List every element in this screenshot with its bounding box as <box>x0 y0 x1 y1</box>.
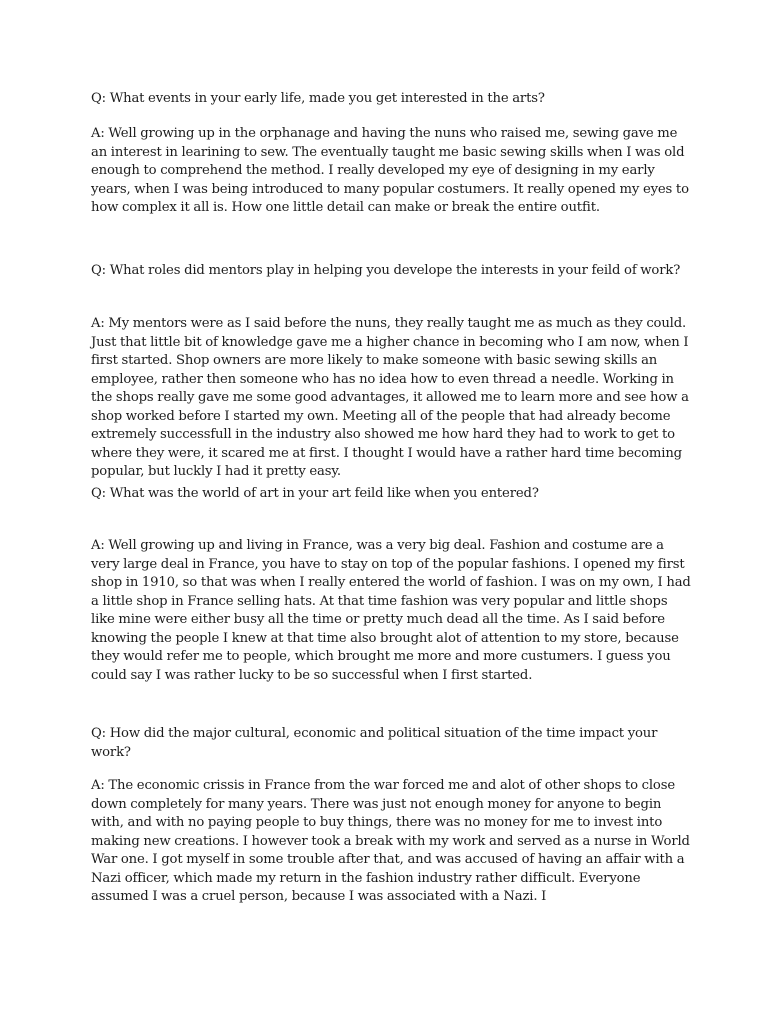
answer-art-world: A: Well growing up and living in France, was a very big deal. Fashion and costume are a very large deal in France, you have to stay on top of the popular fashions. I opened my first shop in 1910, so that was when I really entered the world of fashion. I was on my own, I had a little shop in France selling hats. At that time fashion was very popular and little shops like mine were either busy all the time or pretty much dead all the time. As I said before knowing the people I knew at that time also brought alot of attention to my store, because they would refer me to people, which brought me more and more custumers. I guess you could say I was rather lucky to be so successful when I first started. <box>91 538 691 683</box>
question-art-world: Q: What was the world of art in your art feild like when you entered? <box>91 486 539 501</box>
answer-mentors: A: My mentors were as I said before the nuns, they really taught me as much as they could. Just that little bit of knowledge gave me a higher chance in becoming who I am now, when I first started. Shop owners are more likely to make someone with basic sewing skills an employee, rather then someone who has no idea how to even thread a needle. Working in the shops really gave me some good advantages, it allowed me to learn more and see how a shop worked before I started my own. Meeting all of the people that had already become extremely successfull in the industry also showed me how hard they had to work to get to where they were, it scared me at first. I thought I would have a rather hard time becoming popular, but luckly I had it pretty easy. <box>91 316 689 479</box>
question-early-life: Q: What events in your early life, made you get interested in the arts? <box>91 91 545 106</box>
question-mentors: Q: What roles did mentors play in helping you develope the interests in your feild of work? <box>91 263 681 278</box>
question-situation-impact: Q: How did the major cultural, economic and political situation of the time impact your work? <box>91 726 658 760</box>
answer-early-life: A: Well growing up in the orphanage and having the nuns who raised me, sewing gave me an interest in learining to sew. The eventually taught me basic sewing skills when I was old enough to comprehend the method. I really developed my eye of designing in my early years, when I was being introduced to many popular costumers. It really opened my eyes to how complex it all is. How one little detail can make or break the entire outfit. <box>91 126 689 215</box>
answer-situation-impact: A: The economic crissis in France from the war forced me and alot of other shops to close down completely for many years. There was just not enough money for anyone to begin with, and with no paying people to buy things, there was no money for me to invest into making new creations. I however took a break with my work and served as a nurse in World War one. I got myself in some trouble after that, and was accused of having an affair with a Nazi officer, which made my return in the fashion industry rather difficult. Everyone assumed I was a cruel person, because I was associated with a Nazi. I <box>91 778 690 904</box>
